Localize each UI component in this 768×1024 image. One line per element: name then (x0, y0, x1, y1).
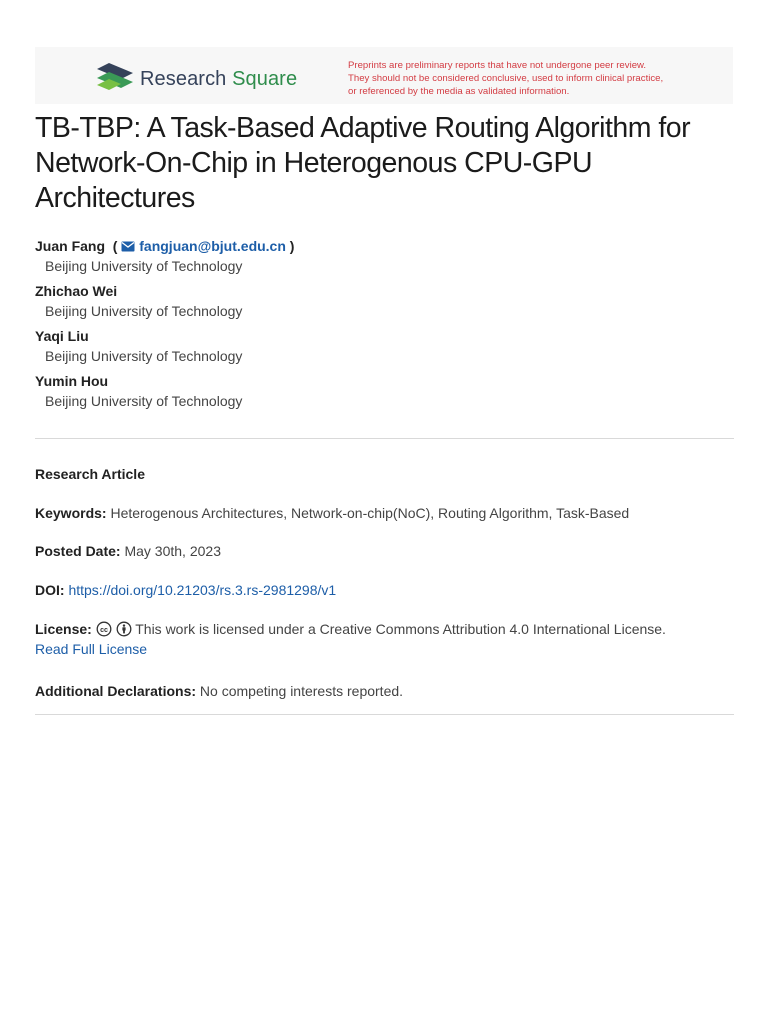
author-name: Yumin Hou (35, 373, 109, 389)
svg-text:cc: cc (99, 627, 108, 634)
keywords-row (35, 503, 734, 523)
brand-suffix: Square (232, 68, 298, 90)
doi-label: DOI: (35, 582, 65, 598)
author-list (35, 236, 735, 416)
author-email-link[interactable]: fangjuan@bjut.edu.cn (139, 238, 286, 254)
declarations-label: Additional Declarations: (35, 683, 197, 699)
paper-title: TB-TBP: A Task-Based Adaptive Routing Algorithm for Network-On-Chip in Heterogenous CPU-GPU Architectures (35, 112, 691, 214)
declarations-value: No competing interests reported. (199, 683, 404, 699)
author-item (35, 326, 735, 366)
doi-row (35, 580, 734, 600)
divider (35, 714, 734, 715)
divider (35, 438, 734, 439)
author-name-line (35, 236, 735, 256)
article-type-label: Research Article (35, 466, 145, 482)
author-item (35, 236, 735, 276)
license-text: This work is licensed under a Creative Commons Attribution 4.0 International License. (135, 621, 666, 637)
doi-link[interactable]: https://doi.org/10.21203/rs.3.rs-2981298/v1 (68, 582, 337, 598)
author-affiliation: Beijing University of Technology (45, 303, 243, 319)
author-affiliation: Beijing University of Technology (45, 348, 243, 364)
paren-open: ( (108, 238, 118, 254)
notice-line: They should not be considered conclusive, used to inform clinical practice, (348, 73, 664, 84)
declarations-row (35, 681, 734, 701)
preprint-banner (35, 47, 733, 104)
author-name: Yaqi Liu (35, 328, 89, 344)
license-row (35, 619, 734, 659)
notice-line: or referenced by the media as validated information. (348, 86, 570, 97)
brand-prefix: Research (140, 68, 227, 90)
author-item (35, 281, 735, 321)
envelope-icon (121, 241, 135, 252)
article-type (35, 464, 734, 484)
notice-line: Preprints are preliminary reports that have not undergone peer review. (348, 60, 647, 71)
keywords-label: Keywords: (35, 505, 107, 521)
license-label: License: (35, 621, 92, 637)
research-square-logo-icon (95, 63, 135, 93)
brand-name[interactable] (140, 68, 297, 91)
attribution-icon (116, 621, 132, 637)
author-affiliation: Beijing University of Technology (45, 393, 243, 409)
author-affiliation: Beijing University of Technology (45, 258, 243, 274)
creative-commons-icon (96, 621, 112, 637)
author-name: Juan Fang (35, 238, 106, 254)
paren-close: ) (289, 238, 295, 254)
read-full-license-link[interactable]: Read Full License (35, 641, 148, 657)
posted-date-row (35, 541, 734, 561)
preprint-notice (348, 59, 723, 98)
author-item (35, 371, 735, 411)
posted-date-value: May 30th, 2023 (124, 543, 221, 559)
author-name: Zhichao Wei (35, 283, 118, 299)
posted-date-label: Posted Date: (35, 543, 121, 559)
keywords-value: Heterogenous Architectures, Network-on-chip(NoC), Routing Algorithm, Task-Based (110, 505, 630, 521)
